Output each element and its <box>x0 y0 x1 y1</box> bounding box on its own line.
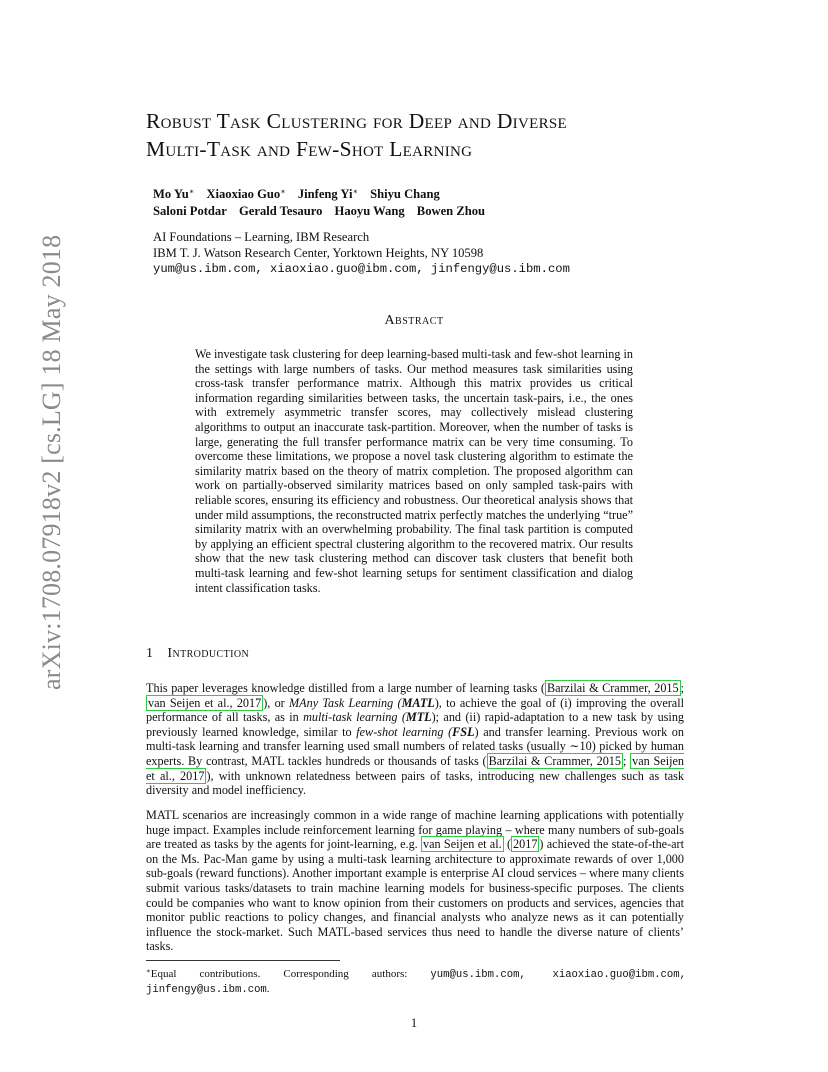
footnote-divider <box>146 960 340 961</box>
author-list <box>153 183 494 220</box>
abstract-text: We investigate task clustering for deep learning-based multi-task and few-shot learning in the settings with large numbers of tasks. Our method measures task similarities using cross-task transfer performance matrix. Although this matrix provides us critical information regarding similarities between tasks, the uncertain task-pairs, i.e., the ones with extremely asymmetric transfer scores, may collectively mislead clustering algorithms to output an inaccurate task-partition. Moreover, when the number of tasks is large, generating the full transfer performance matrix can be very time consuming. To overcome these limitations, we propose a novel task clustering algorithm to estimate the similarity matrix based on the theory of matrix completion. The proposed algorithm can work on partially-observed similarity matrices based on only sampled task-pairs with reliable scores, ensuring its efficiency and robustness. Our theoretical analysis shows that under mild assumptions, the reconstructed matrix perfectly matches the underlying “true” similarity matrix with an overwhelming probability. The final task partition is computed by applying an efficient spectral clustering algorithm to the recovered matrix. Our results show that the new task clustering method can discover task clusters that benefit both multi-task learning and few-shot learning setups for sentiment classification and dialog intent classification tasks. <box>195 347 633 595</box>
author-emails: yum@us.ibm.com, xiaoxiao.guo@ibm.com, jinfengy@us.ibm.com <box>153 262 570 276</box>
citation-link[interactable]: van Seijen et al. <box>423 837 502 852</box>
author-name: Saloni Potdar <box>153 204 227 218</box>
citation-link[interactable]: van Seijen et al., 2017 <box>148 695 262 710</box>
author-name: Xiaoxiao Guo∗ <box>206 187 286 201</box>
abstract-heading: Abstract <box>384 313 444 328</box>
section-title: Introduction <box>167 646 250 661</box>
affiliation-line-1: AI Foundations – Learning, IBM Research <box>153 230 370 244</box>
footnote: ∗Equal contributions. Corresponding authors: yum@us.ibm.com, xiaoxiao.guo@ibm.com, jinfengy@us.ibm.com. <box>146 967 686 996</box>
page-number: 1 <box>410 1016 418 1030</box>
intro-paragraph-1: This paper leverages knowledge distilled from a large number of learning tasks ( Barzilai & Crammer, 2015 ; van Seijen et al., 2017 ), or MAny Task Learning (MATL), to achieve the goal of (i) improving the overall performance of all tasks, as in multi-task learning (MTL); and (ii) rapid-adaptation to a new task by using previously learned knowledge, similar to few-shot learning (FSL) and transfer learning. Previous work on multi-task learning and transfer learning used small numbers of related tasks (usually ∼10) picked by human experts. By contrast, MATL tackles hundreds or thousands of tasks ( Barzilai & Crammer, 2015 ; van Seijen et al., 2017 ), with unknown relatedness between pairs of tasks, introducing new challenges such as task diversity and model inefficiency. <box>146 681 685 798</box>
citation-link[interactable]: 2017 <box>513 837 538 852</box>
footnote-emails: yum@us.ibm.com, xiaoxiao.guo@ibm.com, jinfengy@us.ibm.com <box>146 969 686 996</box>
author-name: Jinfeng Yi∗ <box>297 187 358 201</box>
citation-link[interactable]: van Seijen et al., 2017 <box>146 753 684 783</box>
section-number: 1 <box>146 646 154 661</box>
title-line-2: Multi-Task and Few-Shot Learning <box>146 137 473 161</box>
citation-link[interactable]: Barzilai & Crammer, 2015 <box>546 681 679 695</box>
author-name: Bowen Zhou <box>416 204 486 218</box>
author-row-1 <box>153 183 494 203</box>
intro-paragraph-2: MATL scenarios are increasingly common in a wide range of machine learning applications with potentially huge impact. Examples include reinforcement learning for game playing – where many numbers of sub-goals are treated as tasks by the agents for joint-learning, e.g. van Seijen et al. ( 2017 ) achieved the state-of-the-art on the Ms. Pac-Man game by using a multi-task learning architecture to approximate rewards of over 1,000 sub-goals (reward functions). Another important example is enterprise AI cloud services – where many clients submit various tasks/datasets to train machine learning models for business-specific purposes. The clients could be companies who want to know opinion from their customers on products and services, agencies that monitor public reactions to policy changes, and financial analysts who analyze news as it can potentially influence the stock-market. Such MATL-based services thus need to handle the diverse nature of clients’ tasks. <box>146 808 684 954</box>
author-row-2 <box>153 203 494 220</box>
affiliation-block <box>153 229 570 277</box>
paper-title <box>146 107 706 163</box>
affiliation-line-2: IBM T. J. Watson Research Center, Yorktown Heights, NY 10598 <box>153 246 484 260</box>
author-name: Haoyu Wang <box>334 204 405 218</box>
author-name: Mo Yu∗ <box>153 187 195 201</box>
author-name: Gerald Tesauro <box>238 204 323 218</box>
title-line-1: Robust Task Clustering for Deep and Diverse <box>146 109 567 133</box>
section-heading-introduction <box>146 646 249 662</box>
citation-link[interactable]: Barzilai & Crammer, 2015 <box>488 753 621 768</box>
arxiv-stamp: arXiv:1708.07918v2 [cs.LG] 18 May 2018 <box>37 234 66 690</box>
author-name: Shiyu Chang <box>370 187 440 201</box>
